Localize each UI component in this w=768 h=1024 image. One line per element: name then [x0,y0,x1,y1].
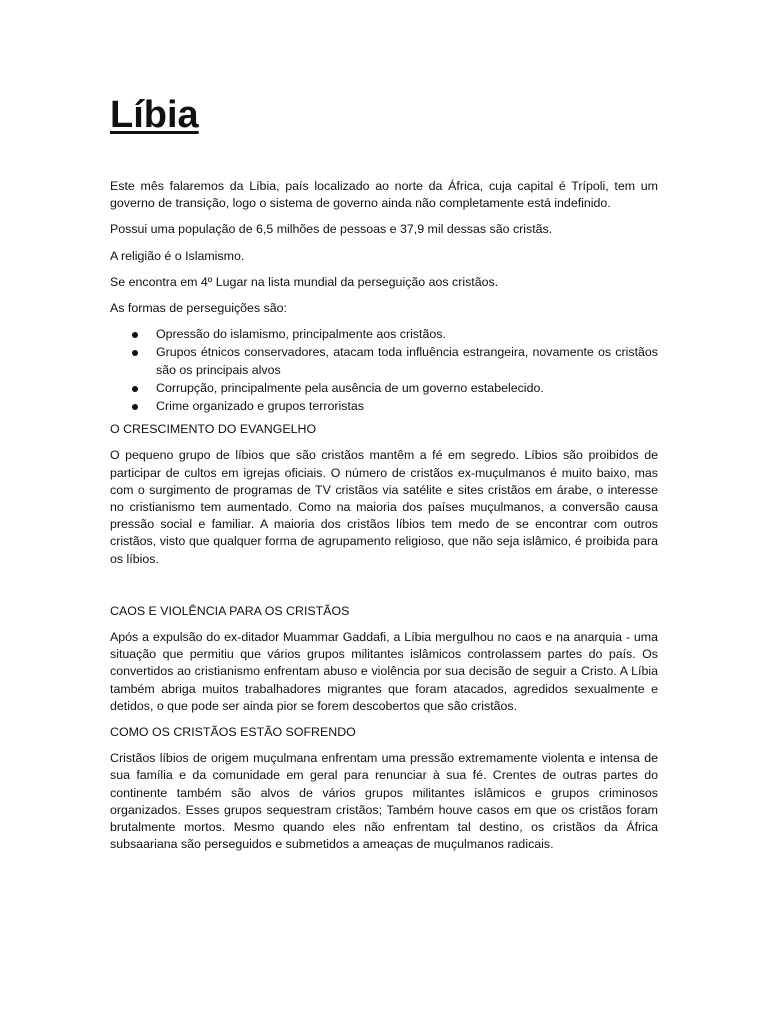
list-item [110,326,658,343]
intro-paragraph: Este mês falaremos da Líbia, país localizado ao norte da África, cuja capital é Trípoli, tem um governo de transição, logo o sistema de governo ainda não completamente está indefinido. [110,179,658,211]
section-paragraph: Cristãos líbios de origem muçulmana enfrentam uma pressão extremamente violenta e intensa de sua família e da comunidade em geral para renunciar à sua fé. Crentes de outras partes do continente também são alvos de vários grupos militantes islâmicos e grupos criminosos organizados. Esses grupos sequestram cristãos; Também houve casos em que os cristãos foram brutalmente mortos. Mesmo quando eles não enfrentam tal destino, os cristãos da África subsaariana são perseguidos e submetidos a ameaças de muçulmanos radicais. [110,751,658,852]
document-page [110,92,658,863]
intro-paragraph: As formas de perseguições são: [110,301,288,316]
section-heading: CAOS E VIOLÊNCIA PARA OS CRISTÃOS [110,603,350,618]
intro-paragraph: Possui uma população de 6,5 milhões de pessoas e 37,9 mil dessas são cristãs. [110,222,553,237]
list-item-text: Corrupção, principalmente pela ausência de um governo estabelecido. [156,380,544,395]
list-item [110,398,658,415]
list-item-text: Grupos étnicos conservadores, atacam toda influência estrangeira, novamente os cristãos são os principais alvos [156,345,658,377]
bullet-icon [132,404,138,410]
section-heading: COMO OS CRISTÃOS ESTÃO SOFRENDO [110,725,356,740]
persecution-list [110,326,658,415]
bullet-icon [132,332,138,338]
list-item [110,380,658,397]
section-paragraph: O pequeno grupo de líbios que são cristãos mantêm a fé em segredo. Líbios são proibidos de participar de cultos em igrejas oficiais. O número de cristãos ex-muçulmanos é muito baixo, mas com o surgimento de programas de TV cristãos via satélite e sites cristãos em árabe, o interesse no cristianismo tem aumentado. Como na maioria dos países muçulmanos, a conversão causa pressão social e familiar. A maioria dos cristãos líbios tem medo de se encontrar com outros cristãos, visto que qualquer forma de agrupamento religioso, que não seja islâmico, é proibida para os líbios. [110,448,658,566]
section-heading: O CRESCIMENTO DO EVANGELHO [110,422,317,437]
bullet-icon [132,386,138,392]
list-item-text: Opressão do islamismo, principalmente aos cristãos. [156,327,446,342]
list-item-text: Crime organizado e grupos terroristas [156,399,364,414]
section-paragraph: Após a expulsão do ex-ditador Muammar Gaddafi, a Líbia mergulhou no caos e na anarquia - uma situação que permitiu que vários grupos militantes islâmicos controlassem partes do país. Os convertidos ao cristianismo enfrentam abuso e violência por sua decisão de seguir a Cristo. A Líbia também abriga muitos trabalhadores migrantes que foram atacados, agredidos sexualmente e detidos, o que pode ser ainda pior se forem descobertos que são cristãos. [110,630,658,713]
bullet-icon [132,350,138,356]
intro-paragraph: Se encontra em 4º Lugar na lista mundial da perseguição aos cristãos. [110,274,499,289]
intro-paragraph: A religião é o Islamismo. [110,248,245,263]
document-title: Líbia [110,94,199,136]
spacer [110,577,658,603]
list-item [110,344,658,378]
